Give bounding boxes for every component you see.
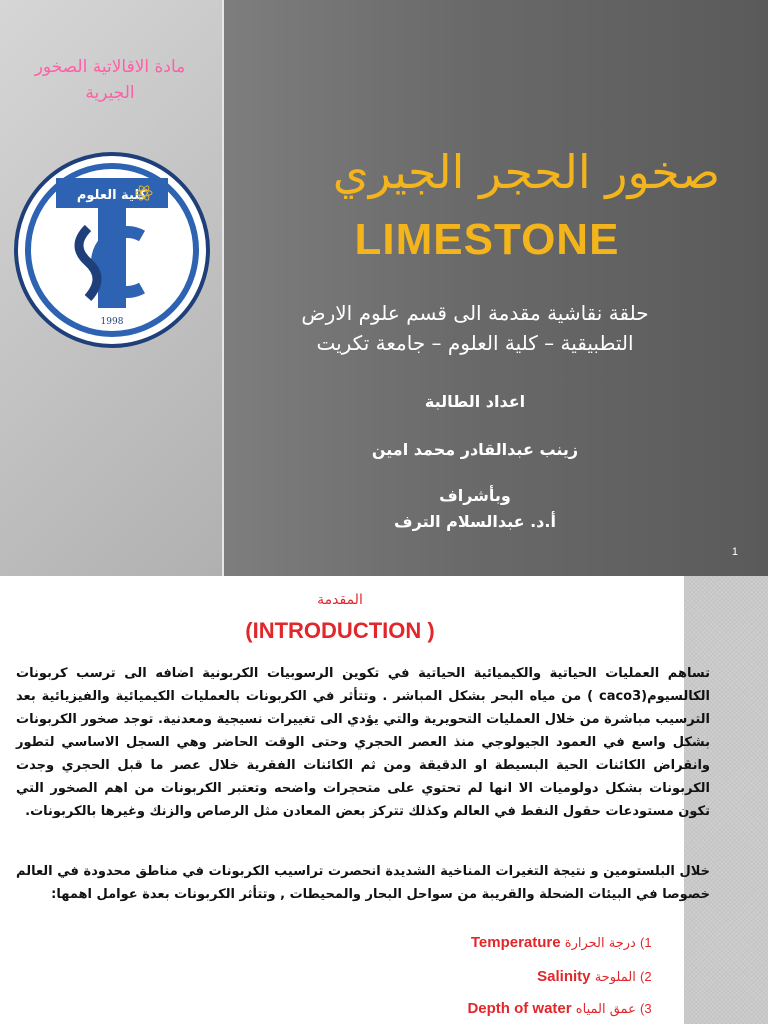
subject-title: مادة الاقالاتية الصخور الجيرية <box>34 57 186 103</box>
factor-label-ar: الملوحة <box>594 970 636 985</box>
college-of-science-logo <box>12 150 212 350</box>
intro-paragraph-1: تساهم العمليات الحياتية والكيميائية الحياتية في تكوين الرسوبيات الكربونية اضافه الى ترسب كربونات الكالسيوم(caco3 ) من مياه البحر بشكل المباشر . وتتأثر في الكربونات بالعمليات الكيميائية والفيزيائية بعد الترسيب مباشرة من خلال العمليات التحويرية والتي يؤدي الى تغييرات نسيجية ومعدنية. توجد صخور الكربونات بشكل واسع في العمود الجيولوجي منذ العصر الحجري وحتى الوقت الحاضر وهي السجل الاساسي لتطور وانقراض الكائنات الحية البسيطة او الدقيقة ومن ثم الكائنات الفقرية خلال عصر ما قبل الحجري وجدت الكربونات بشكل دولوميات الا انها لم تحتوي على متحجرات واضحه وتعتبر الكربونات من اهم الصخور التي تكون مستودعات حقول النفط في العالم وكذلك تتركز بعض المعادن مثل الرصاص والزنك وغيرها بالكربونات. <box>16 666 710 819</box>
factor-item-salinity <box>380 968 680 985</box>
panel-divider <box>222 0 224 576</box>
subtitle-line-2: التطبيقية – كلية العلوم – جامعة تكريت <box>316 331 634 355</box>
logo-top-text: كلية العلوم <box>76 188 148 203</box>
prepared-by-label: اعداد الطالبة <box>424 392 526 411</box>
factor-number: 2) <box>640 969 652 984</box>
factor-label-ar: عمق المياه <box>575 1002 636 1017</box>
student-name: زينب عبدالقادر محمد امين <box>371 440 579 459</box>
title-english: LIMESTONE <box>354 215 620 264</box>
subtitle <box>240 298 710 358</box>
logo-year: 1998 <box>100 317 124 327</box>
intro-heading-english: (INTRODUCTION ) <box>245 618 435 643</box>
slide-number: 1 <box>731 546 738 558</box>
factor-label-en: Salinity <box>537 968 591 985</box>
factor-item-temperature <box>380 934 680 951</box>
intro-heading-arabic: المقدمة <box>317 592 363 608</box>
supervisor-name: أ.د. عبدالسلام الترف <box>394 512 556 531</box>
factor-label-en: Temperature <box>470 934 561 951</box>
factor-number: 1) <box>640 935 652 950</box>
intro-paragraph-2: خلال البلستومين و نتيجة التغيرات المناخية الشديدة انحصرت تراسيب الكربونات في مناطق محدودة في العالم خصوصا في البيئات الضحلة والقريبة من سواحل البحار والمحيطات , وتتأثر الكربونات بعدة عوامل اهمها: <box>16 864 710 902</box>
subtitle-line-1: حلقة نقاشية مقدمة الى قسم علوم الارض <box>301 301 649 325</box>
supervision-label: وبأشراف <box>439 486 511 505</box>
factor-item-depth <box>380 1000 680 1017</box>
factor-number: 3) <box>640 1001 652 1016</box>
introduction-slide <box>0 576 768 1024</box>
factor-label-ar: درجة الحرارة <box>564 936 636 951</box>
factor-label-en: Depth of water <box>467 1000 572 1017</box>
title-arabic: صخور الحجر الجيري <box>332 145 720 199</box>
